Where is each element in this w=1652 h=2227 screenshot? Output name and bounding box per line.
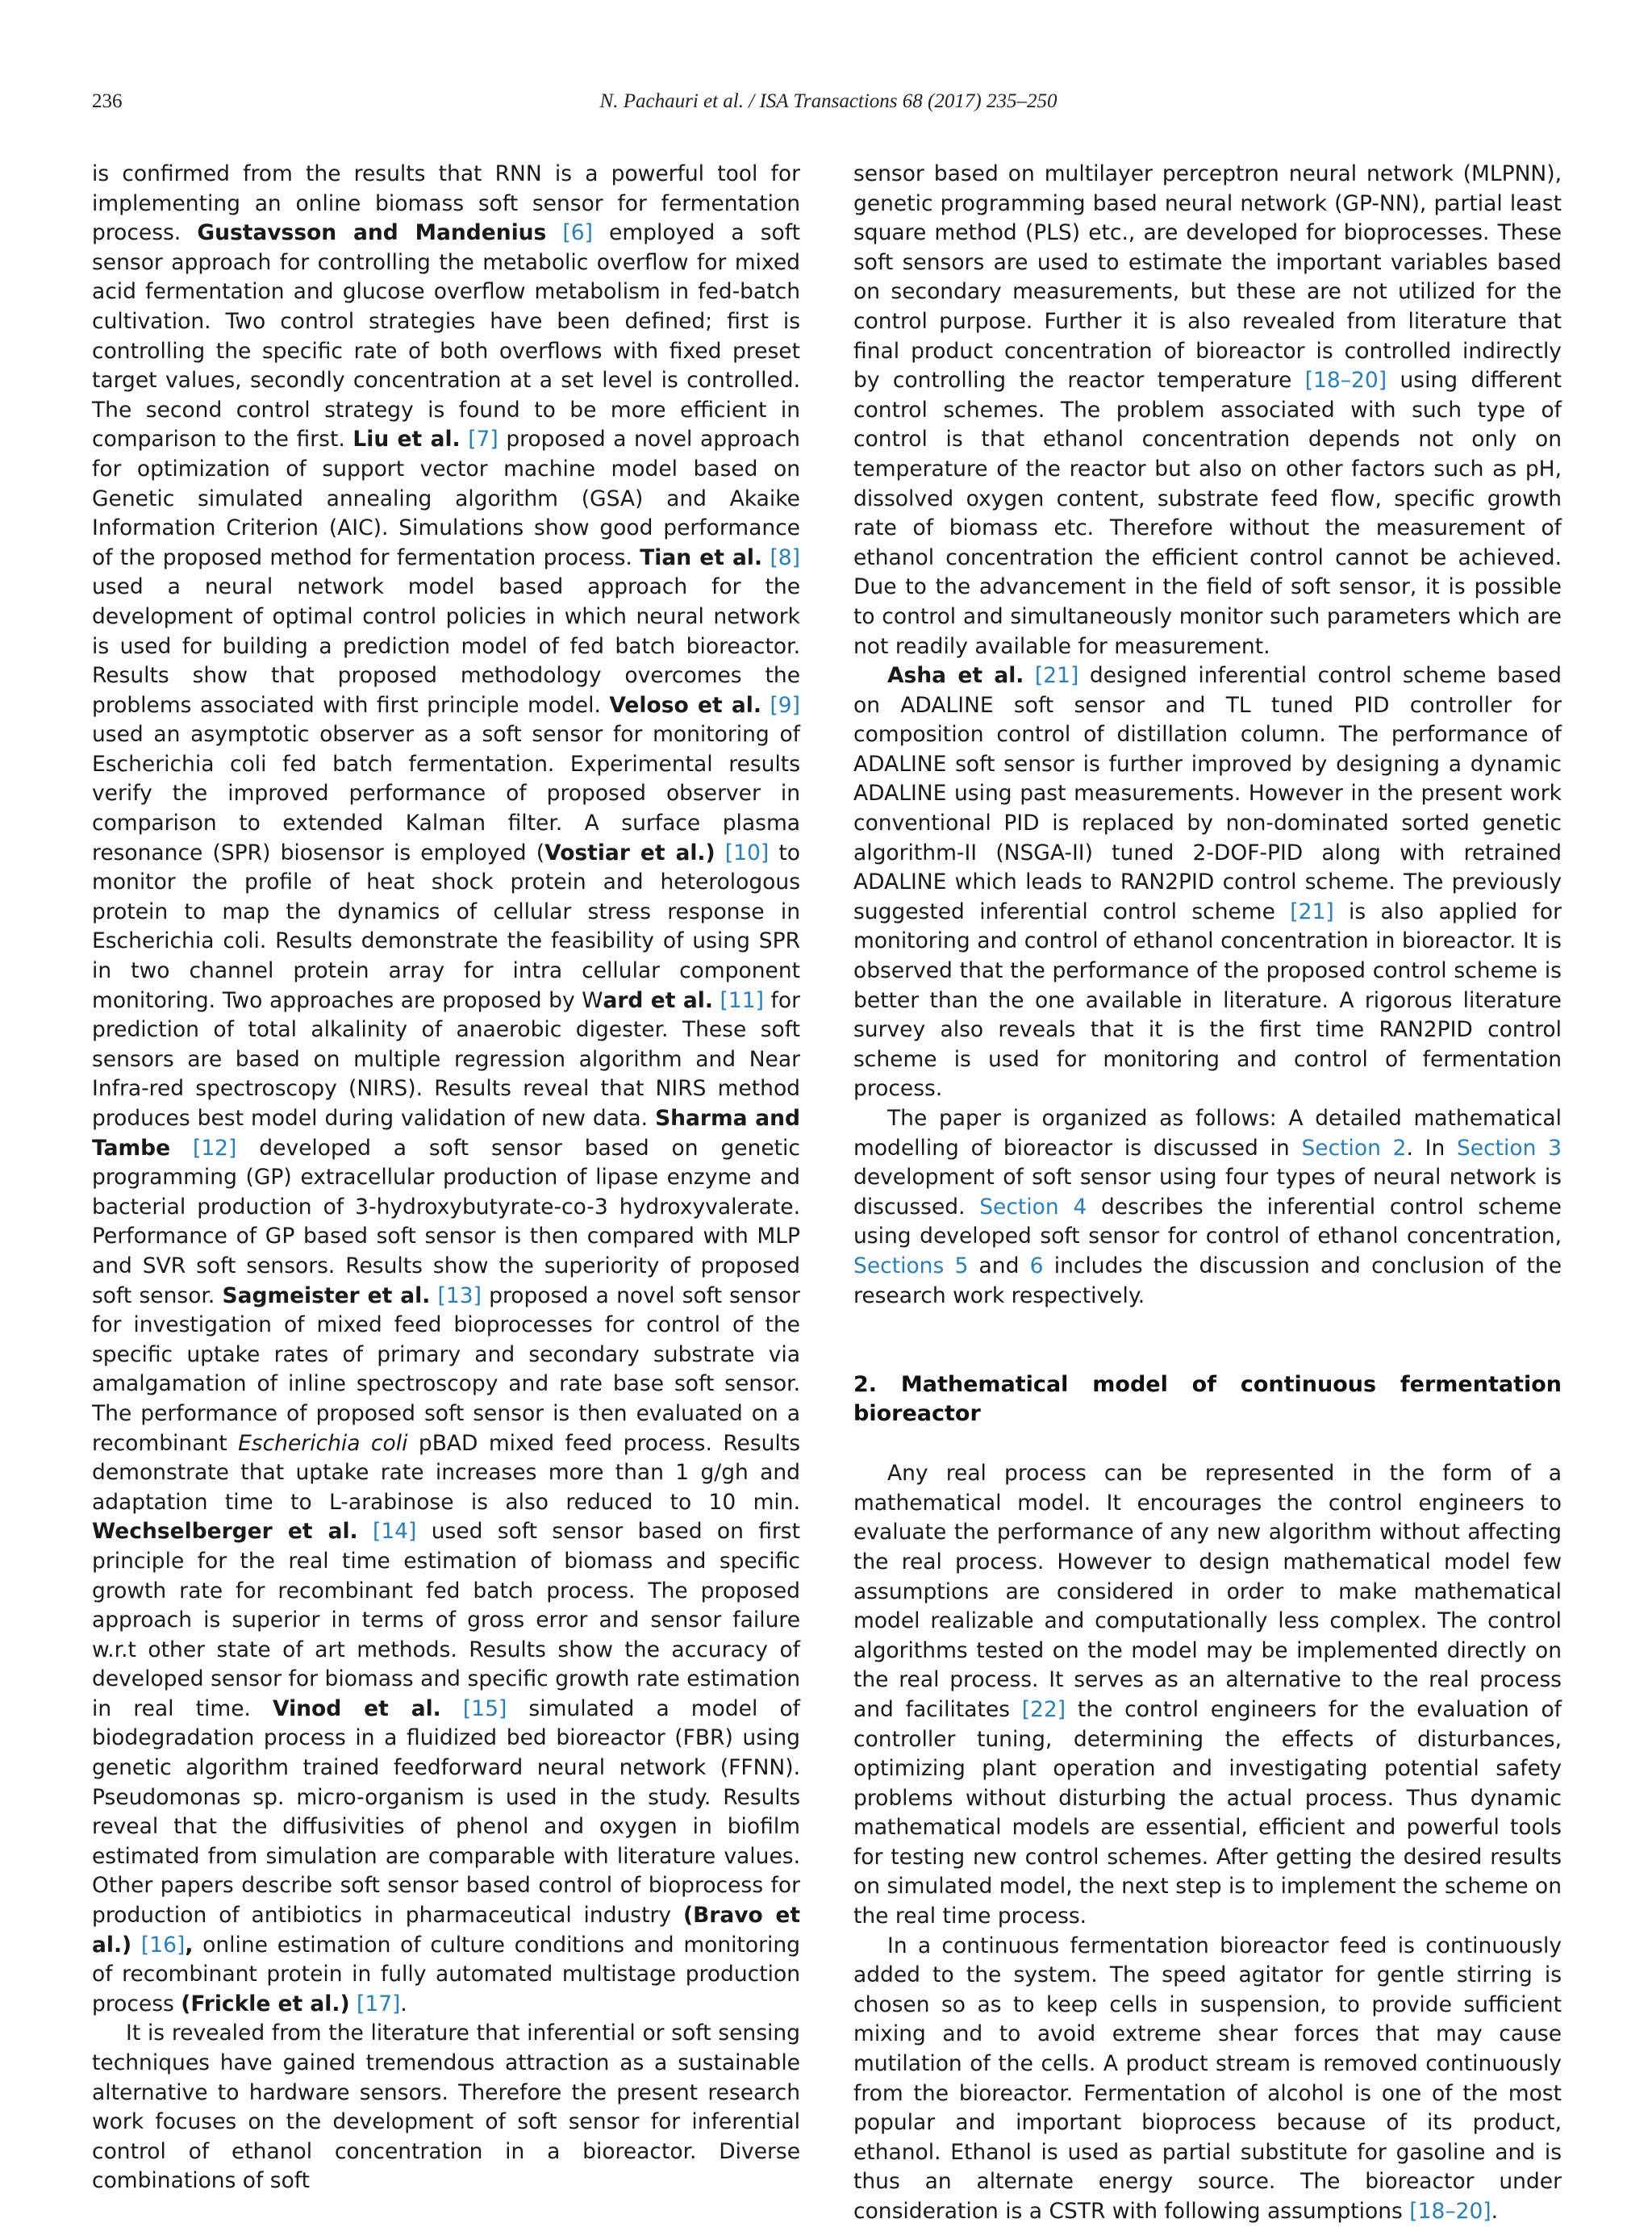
paragraph xyxy=(853,661,1562,1104)
text-run: used soft sensor based on first principle for the real time estimation of biomass and specific growth rate for recombinant fed batch process. The proposed approach is superior in terms of gross error and sensor failure w.r.t other state of art methods. Results show the accuracy of developed sensor for biomass and specific growth rate estimation in real time. xyxy=(92,1519,800,1721)
text-run xyxy=(170,1136,193,1161)
citation-link[interactable]: [11] xyxy=(720,987,764,1013)
citation-link[interactable]: Section 4 xyxy=(979,1194,1087,1220)
citation-link[interactable]: Section 2 xyxy=(1301,1135,1407,1161)
text-run xyxy=(430,1283,437,1308)
text-run: . In xyxy=(1406,1135,1457,1161)
text-run xyxy=(761,693,770,718)
paragraph xyxy=(853,1459,1562,1932)
citation-link[interactable]: [21] xyxy=(1290,899,1334,924)
text-run xyxy=(350,1991,357,2016)
text-run: used a neural network model based approach for the development of optimal control policies in which neural network is used for building a prediction model of fed batch bioreactor. Results show that proposed methodology overcomes the problems associated with first principle model. xyxy=(92,574,800,718)
italic-text: Escherichia coli xyxy=(238,1430,408,1456)
citation-link[interactable]: [13] xyxy=(437,1282,482,1308)
text-run: . xyxy=(1491,2199,1499,2224)
text-run xyxy=(131,1933,141,1958)
text-run xyxy=(358,1519,373,1544)
page-header xyxy=(92,90,1565,123)
text-run: proposed a novel soft sensor for investigation of mixed feed bioprocesses for control of the specific uptake rates of primary and secondary substrate via amalgamation of inline spectroscopy and rate base soft sensor. The performance of proposed soft sensor is then evaluated on a recombinant xyxy=(92,1282,800,1456)
citation-link[interactable]: [16] xyxy=(140,1932,186,1958)
text-run: the control engineers for the evaluation of controller tuning, determining the effects of disturbances, optimizing plant operation and investigating potential safety problems without disturbing the actual process. Thus dynamic mathematical models are essential, efficient and powerful tools for testing new control schemes. After getting the desired results on simulated model, the next step is to implement the scheme on the real time process. xyxy=(853,1696,1562,1929)
text-run: for prediction of total alkalinity of anaerobic digester. These soft sensors are based on multiple regression algorithm and Near Infra-red spectroscopy (NIRS). Results reveal that NIRS method produces best model during validation of new data. xyxy=(92,987,800,1131)
author-name: Sagmeister et al. xyxy=(222,1282,431,1308)
paragraph xyxy=(853,1104,1562,1311)
text-run xyxy=(441,1696,463,1721)
text-run xyxy=(713,988,720,1013)
citation-link[interactable]: [9] xyxy=(770,692,800,718)
author-name: (Frickle et al.) xyxy=(181,1991,350,2016)
text-run: used an asymptotic observer as a soft sensor for monitoring of Escherichia coli fed batch fermentation. Experimental results verify the improved performance of proposed observer in comparison to extended Kalman filter. A surface plasma resonance (SPR) biosensor is employed ( xyxy=(92,722,800,865)
citation-link[interactable]: [8] xyxy=(770,544,800,570)
citation-link[interactable]: [10] xyxy=(724,840,770,865)
text-run: includes the discussion and conclusion of the research work respectively. xyxy=(853,1253,1562,1308)
citation-link[interactable]: [14] xyxy=(372,1519,417,1545)
author-name: Veloso et al. xyxy=(609,692,761,718)
author-name: Gustavsson and Mandenius xyxy=(197,220,547,246)
citation-link[interactable]: [22] xyxy=(1021,1696,1066,1722)
text-run: proposed a novel approach for optimization of support vector machine model based on Genetic simulated annealing algorithm (GSA) and Akaike Information Criterion (AIC). Simulations show good performance of the proposed method for fermentation process. xyxy=(92,427,800,570)
author-name: Wechselberger et al. xyxy=(92,1519,358,1545)
author-name: Vinod et al. xyxy=(273,1695,441,1721)
right-column xyxy=(853,160,1562,2227)
text-run: The paper is organized as follows: A detailed mathematical modelling of bioreactor is discussed in xyxy=(853,1106,1562,1161)
author-name: Vostiar et al.) xyxy=(544,840,715,865)
citation-link[interactable]: 6 xyxy=(1029,1253,1044,1278)
text-run: using different control schemes. The problem associated with such type of control is that ethanol concentration depends not only on temperature of the reactor but also on other factors such as pH, dissolved oxygen content, substrate feed flow, specific growth rate of biomass etc. Therefore without the measurement of ethanol concentration the efficient control cannot be achieved. Due to the advancement in the field of soft sensor, it is possible to control and simultaneously monitor such parameters which are not readily available for measurement. xyxy=(853,368,1562,659)
text-run: is confirmed from the results that RNN is a powerful tool for implementing an online biomass soft sensor for fermentation process. xyxy=(92,161,800,246)
paragraph xyxy=(92,160,800,2019)
running-title: N. Pachauri et al. / ISA Transactions 68 (2017) 235–250 xyxy=(599,90,1058,112)
citation-link[interactable]: Section 3 xyxy=(1456,1135,1562,1161)
text-run xyxy=(546,220,562,245)
citation-link[interactable]: [6] xyxy=(562,220,593,246)
citation-link[interactable]: [18–20] xyxy=(1409,2199,1491,2224)
text-run: describes the inferential control scheme using developed soft sensor for control of ethanol concentration, xyxy=(853,1194,1562,1249)
left-column xyxy=(92,160,800,2196)
citation-link[interactable]: [15] xyxy=(462,1695,507,1721)
citation-link[interactable]: [17] xyxy=(357,1991,401,2016)
text-run: is also applied for monitoring and control of ethanol concentration in bioreactor. It is observed that the performance of the proposed control scheme is better than the one available in literature. A rigorous literature survey also reveals that it is the first time RAN2PID control scheme is used for monitoring and control of fermentation process. xyxy=(853,899,1562,1102)
paragraph xyxy=(853,1932,1562,2227)
text-run: online estimation of culture conditions and monitoring of recombinant protein in fully automated multistage production process xyxy=(92,1932,800,2016)
text-run: It is revealed from the literature that inferential or soft sensing techniques have gained tremendous attraction as a sustainable alternative to hardware sensors. Therefore the present research work focuses on the development of soft sensor for inferential control of ethanol concentration in a bioreactor. Diverse combinations of soft xyxy=(92,2021,800,2194)
citation-link[interactable]: Sections 5 xyxy=(853,1253,969,1278)
text-run: and xyxy=(968,1253,1030,1278)
page-number: 236 xyxy=(92,90,123,112)
paragraph xyxy=(853,160,1562,661)
author-name: Asha et al. xyxy=(887,663,1024,689)
text-run: Any real process can be represented in the form of a mathematical model. It encourages the control engineers to evaluate the performance of any new algorithm without affecting the real process. However to design mathematical model few assumptions are considered in order to make mathematical model realizable and computationally less complex. The control algorithms tested on the model may be implemented directly on the real process. It serves as an alternative to the real process and facilitates xyxy=(853,1461,1562,1722)
text-run xyxy=(461,427,469,452)
text-run: employed a soft sensor approach for controlling the metabolic overflow for mixed acid fermentation and glucose overflow metabolism in fed-batch cultivation. Two control strategies have been defined; first is controlling the specific rate of both overflows with fixed preset target values, secondly concentration at a set level is controlled. The second control strategy is found to be more efficient in comparison to the first. xyxy=(92,220,800,452)
author-name: , xyxy=(185,1932,194,1958)
citation-link[interactable]: [7] xyxy=(468,427,499,452)
text-run: simulated a model of biodegradation process in a fluidized bed bioreactor (FBR) using genetic algorithm trained feedforward neural network (FFNN). Pseudomonas sp. micro-organism is used in the study. Results reveal that the diffusivities of phenol and oxygen in biofilm estimated from simulation are comparable with literature values. Other papers describe soft sensor based control of bioprocess for production of antibiotics in pharmaceutical industry xyxy=(92,1695,800,1929)
section-heading: 2. Mathematical model of continuous fermentation bioreactor xyxy=(853,1372,1562,1427)
citation-link[interactable]: [21] xyxy=(1034,663,1079,689)
citation-link[interactable]: [12] xyxy=(192,1135,237,1161)
text-run xyxy=(1024,663,1035,688)
citation-link[interactable]: [18–20] xyxy=(1304,368,1387,394)
text-run: developed a soft sensor based on genetic programming (GP) extracellular production of lipase enzyme and bacterial production of 3-hydroxybutyrate-co-3 hydroxyvalerate. Performance of GP based soft sensor is then compared with MLP and SVR soft sensors. Results show the superiority of proposed soft sensor. xyxy=(92,1135,800,1308)
author-name: ard et al. xyxy=(603,987,713,1013)
text-run: development of soft sensor using four types of neural network is discussed. xyxy=(853,1165,1562,1220)
author-name: Liu et al. xyxy=(353,427,461,452)
text-run xyxy=(715,840,725,865)
text-run: . xyxy=(400,1991,407,2016)
text-run: sensor based on multilayer perceptron neural network (MLPNN), genetic programming based neural network (GP-NN), partial least square method (PLS) etc., are developed for bioprocesses. These soft sensors are used to estimate the important variables based on secondary measurements, but these are not utilized for the control purpose. Further it is also revealed from literature that final product concentration of bioreactor is controlled indirectly by controlling the reactor temperature xyxy=(853,161,1562,394)
text-run: designed inferential control scheme based on ADALINE soft sensor and TL tuned PID controller for composition control of distillation column. The performance of ADALINE soft sensor is further improved by designing a dynamic ADALINE using past measurements. However in the present work conventional PID is replaced by non-dominated sorted genetic algorithm-II (NSGA-II) tuned 2-DOF-PID along with retrained ADALINE which leads to RAN2PID control scheme. The previously suggested inferential control scheme xyxy=(853,663,1562,924)
author-name: (Bravo et al.) xyxy=(92,1903,800,1958)
author-name: Tian et al. xyxy=(640,544,763,570)
text-run: pBAD mixed feed process. Results demonstrate that uptake rate increases more than 1 g/gh and adaptation time to L-arabinose is also reduced to 10 min. xyxy=(92,1430,801,1515)
paragraph xyxy=(92,2019,800,2196)
author-name: Sharma and Tambe xyxy=(92,1106,801,1161)
text-run: to monitor the profile of heat shock protein and heterologous protein to map the dynamics of cellular stress response in Escherichia coli. Results demonstrate the feasibility of using SPR in two channel protein array for intra cellular component monitoring. Two approaches are proposed by W xyxy=(92,840,800,1013)
text-run: In a continuous fermentation bioreactor feed is continuously added to the system. The speed agitator for gentle stirring is chosen so as to keep cells in suspension, to provide sufficient mixing and to avoid extreme shear forces that may cause mutilation of the cells. A product stream is removed continuously from the bioreactor. Fermentation of alcohol is one of the most popular and important bioprocess because of its product, ethanol. Ethanol is used as partial substitute for gasoline and is thus an alternate energy source. The bioreactor under consideration is a CSTR with following assumptions xyxy=(853,1933,1562,2224)
